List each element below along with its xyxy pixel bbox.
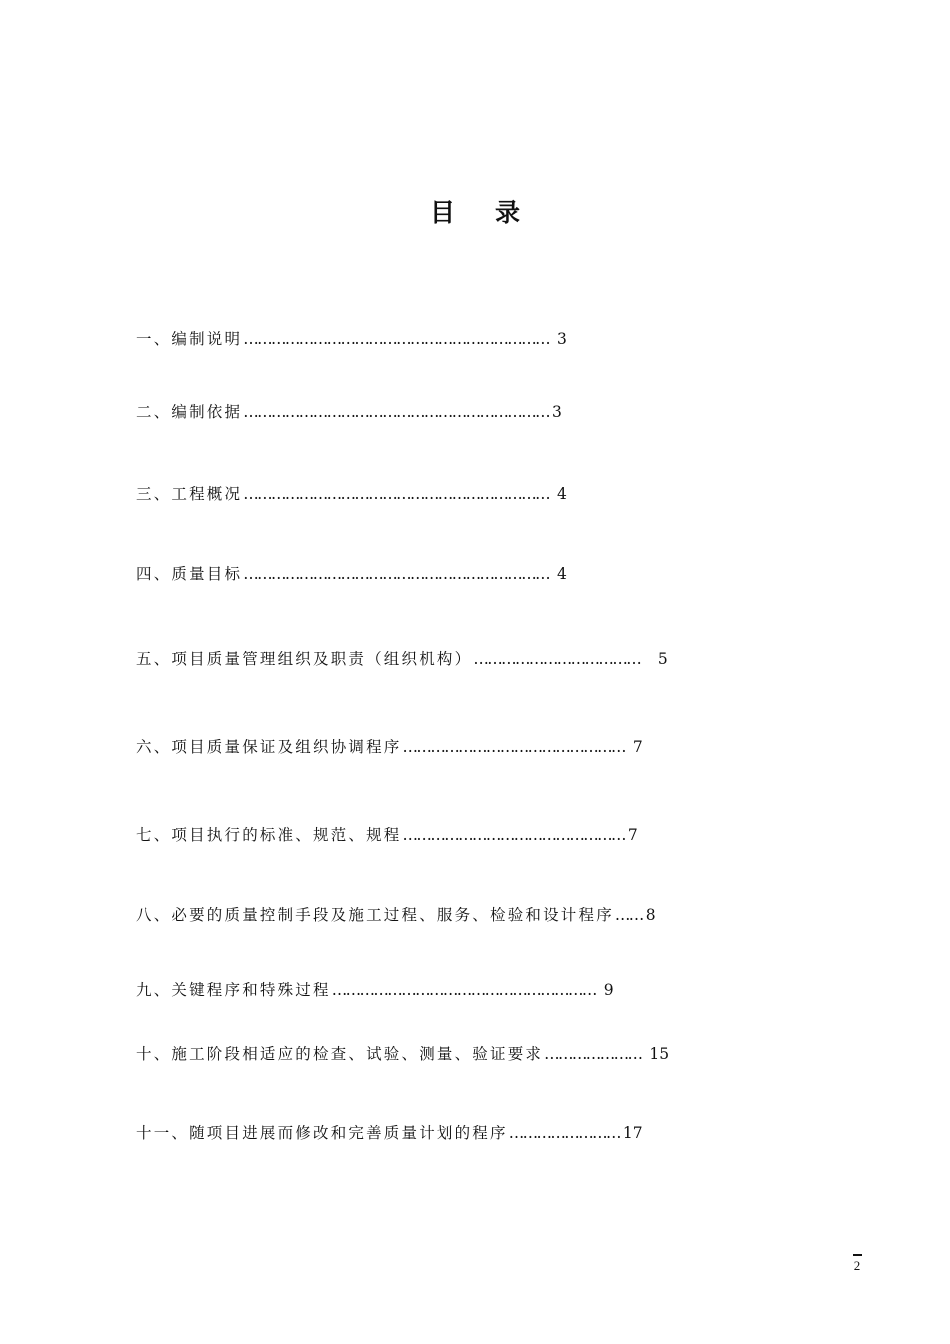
toc-leader-dots: …… [614,906,643,924]
toc-page-number: 7 [627,738,643,756]
toc-entry-6[interactable] [136,737,643,757]
toc-entry-1[interactable] [136,329,567,349]
toc-entry-11[interactable] [136,1123,643,1143]
page-footer [851,1254,863,1274]
toc-leader-dots: ……………………………… [473,650,641,668]
toc-entry-label: 十一、随项目进展而修改和完善质量计划的程序 [136,1124,508,1142]
page-number: 2 [853,1257,861,1273]
toc-leader-dots: ………………………………………………………… [243,565,550,583]
footer-rule [853,1254,862,1256]
toc-entry-label: 四、质量目标 [136,565,243,583]
toc-leader-dots: ………………………………………… [402,738,625,756]
title-char-1: 目 [429,198,455,227]
toc-page-number: 3 [552,330,567,348]
toc-leader-dots: ………………………………………………………… [243,403,550,421]
toc-entry-label: 六、项目质量保证及组织协调程序 [136,738,402,756]
toc-entry-7[interactable] [136,825,638,845]
toc-entry-5[interactable] [136,649,668,669]
toc-leader-dots: ………………………………………………………… [243,330,550,348]
toc-entry-label: 十、施工阶段相适应的检查、试验、测量、验证要求 [136,1045,544,1063]
toc-entry-label: 七、项目执行的标准、规范、规程 [136,826,402,844]
title-char-2: 录 [495,198,521,227]
toc-page-number: 15 [644,1045,670,1063]
toc-page-number: 8 [645,906,656,924]
toc-entry-label: 五、项目质量管理组织及职责（组织机构） [136,650,473,668]
toc-entry-label: 九、关键程序和特殊过程 [136,981,331,999]
toc-page-number: 4 [552,485,567,503]
toc-leader-dots: ………………………………………………… [331,981,596,999]
toc-page-number: 3 [552,403,562,421]
toc-leader-dots: …………………… [508,1124,620,1142]
toc-leader-dots: ………………… [544,1045,642,1063]
toc-entry-label: 三、工程概况 [136,485,243,503]
toc-entry-8[interactable] [136,905,656,925]
toc-entry-10[interactable] [136,1044,669,1064]
toc-leader-dots: ………………………………………………………… [243,485,550,503]
toc-page-number: 4 [552,565,567,583]
toc-entry-label: 二、编制依据 [136,403,243,421]
toc-page-number: 9 [598,981,614,999]
toc-entry-9[interactable] [136,980,614,1000]
toc-entry-3[interactable] [136,484,567,504]
toc-entry-label: 一、编制说明 [136,330,243,348]
toc-leader-dots: ………………………………………… [402,826,625,844]
toc-entry-4[interactable] [136,564,567,584]
toc-page-number: 7 [627,826,638,844]
toc-page-number: 5 [643,650,668,668]
toc-entry-2[interactable] [136,402,562,422]
toc-page-number: 17 [622,1124,643,1142]
toc-entry-label: 八、必要的质量控制手段及施工过程、服务、检验和设计程序 [136,906,614,924]
